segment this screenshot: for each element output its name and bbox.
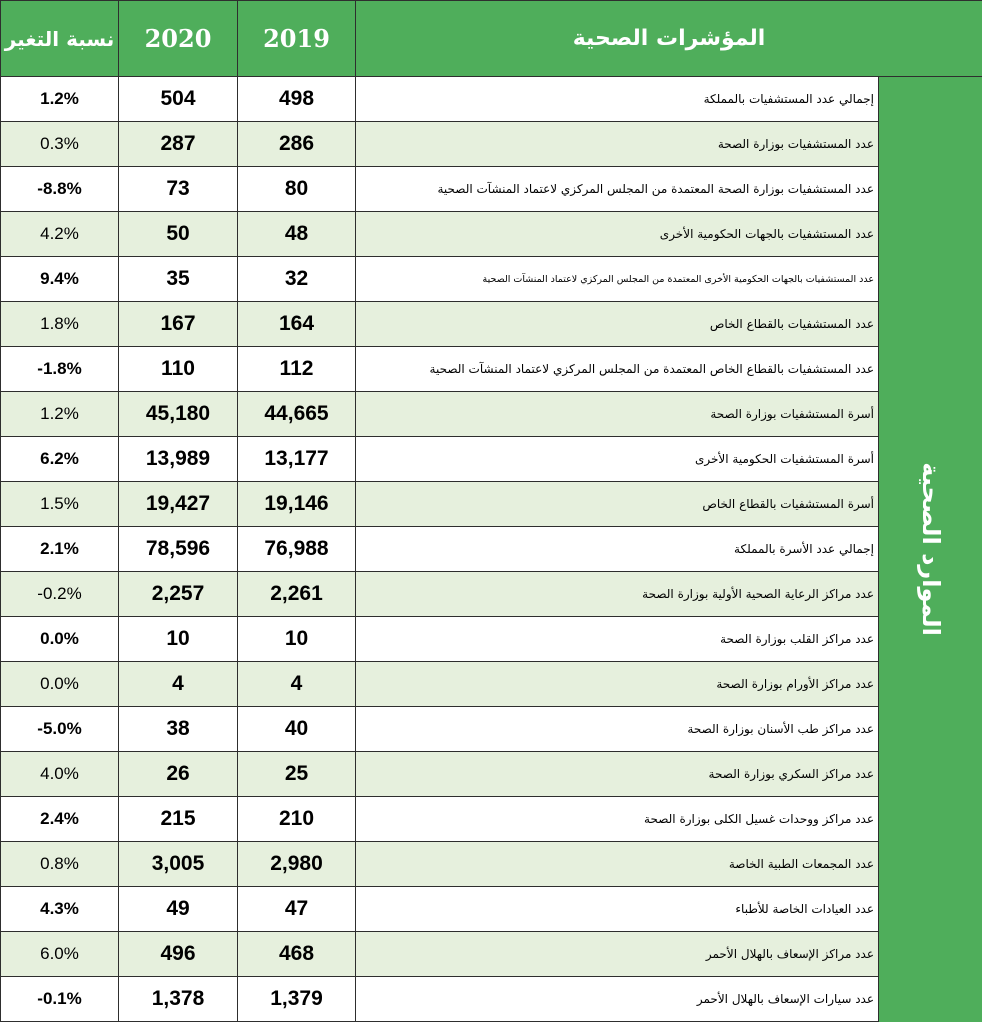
change-cell: 6.2% — [1, 437, 119, 482]
indicator-cell: عدد مراكز الإسعاف بالهلال الأحمر — [356, 932, 879, 977]
indicator-cell: إجمالي عدد الأسرة بالمملكة — [356, 527, 879, 572]
indicator-cell: عدد مراكز ووحدات غسيل الكلى بوزارة الصحة — [356, 797, 879, 842]
year-2020-column-header: 2020 — [119, 1, 238, 77]
change-cell: -8.8% — [1, 167, 119, 212]
table-row — [1, 797, 982, 842]
value-2020-cell: 3,005 — [119, 842, 238, 887]
value-2020-cell: 2,257 — [119, 572, 238, 617]
section-label-cell — [879, 77, 982, 1022]
value-2020-cell: 4 — [119, 662, 238, 707]
value-2020-cell: 215 — [119, 797, 238, 842]
change-cell: 6.0% — [1, 932, 119, 977]
change-cell: 1.5% — [1, 482, 119, 527]
value-2019-cell: 2,261 — [238, 572, 356, 617]
table-row — [1, 527, 982, 572]
value-2020-cell: 1,378 — [119, 977, 238, 1022]
value-2020-cell: 49 — [119, 887, 238, 932]
table-row — [1, 257, 982, 302]
indicator-cell: عدد المجمعات الطبية الخاصة — [356, 842, 879, 887]
table-row — [1, 167, 982, 212]
table-body — [1, 77, 982, 1022]
value-2019-cell: 40 — [238, 707, 356, 752]
indicator-cell: عدد سيارات الإسعاف بالهلال الأحمر — [356, 977, 879, 1022]
table-row — [1, 122, 982, 167]
table-row — [1, 437, 982, 482]
value-2019-cell: 32 — [238, 257, 356, 302]
value-2019-cell: 44,665 — [238, 392, 356, 437]
value-2019-cell: 76,988 — [238, 527, 356, 572]
change-cell: -0.1% — [1, 977, 119, 1022]
value-2020-cell: 110 — [119, 347, 238, 392]
value-2020-cell: 167 — [119, 302, 238, 347]
value-2020-cell: 50 — [119, 212, 238, 257]
change-cell: 0.8% — [1, 842, 119, 887]
value-2019-cell: 48 — [238, 212, 356, 257]
year-2019-column-header: 2019 — [238, 1, 356, 77]
change-cell: 0.0% — [1, 662, 119, 707]
change-cell: 4.0% — [1, 752, 119, 797]
value-2019-cell: 10 — [238, 617, 356, 662]
table-row — [1, 347, 982, 392]
change-cell: 9.4% — [1, 257, 119, 302]
value-2019-cell: 164 — [238, 302, 356, 347]
value-2019-cell: 25 — [238, 752, 356, 797]
value-2020-cell: 35 — [119, 257, 238, 302]
table-row — [1, 482, 982, 527]
table-row — [1, 572, 982, 617]
value-2019-cell: 112 — [238, 347, 356, 392]
value-2020-cell: 38 — [119, 707, 238, 752]
change-cell: 1.2% — [1, 392, 119, 437]
table-row — [1, 887, 982, 932]
change-cell: -5.0% — [1, 707, 119, 752]
table-row — [1, 842, 982, 887]
indicator-cell: أسرة المستشفيات بالقطاع الخاص — [356, 482, 879, 527]
value-2020-cell: 26 — [119, 752, 238, 797]
change-cell: -0.2% — [1, 572, 119, 617]
indicator-cell: عدد المستشفيات بوزارة الصحة المعتمدة من المجلس المركزي لاعتماد المنشآت الصحية — [356, 167, 879, 212]
table-row — [1, 392, 982, 437]
indicator-cell: إجمالي عدد المستشفيات بالمملكة — [356, 77, 879, 122]
change-cell: 4.3% — [1, 887, 119, 932]
indicators-column-header: المؤشرات الصحية — [356, 1, 982, 77]
value-2020-cell: 78,596 — [119, 527, 238, 572]
change-cell: 0.0% — [1, 617, 119, 662]
change-cell: 0.3% — [1, 122, 119, 167]
table-row — [1, 77, 982, 122]
value-2020-cell: 73 — [119, 167, 238, 212]
value-2020-cell: 496 — [119, 932, 238, 977]
table-row — [1, 617, 982, 662]
header-row — [1, 1, 982, 77]
indicator-cell: عدد العيادات الخاصة للأطباء — [356, 887, 879, 932]
indicator-cell: عدد المستشفيات بالقطاع الخاص المعتمدة من المجلس المركزي لاعتماد المنشآت الصحية — [356, 347, 879, 392]
value-2020-cell: 504 — [119, 77, 238, 122]
value-2019-cell: 286 — [238, 122, 356, 167]
change-cell: 4.2% — [1, 212, 119, 257]
table-row — [1, 977, 982, 1022]
indicator-cell: أسرة المستشفيات بوزارة الصحة — [356, 392, 879, 437]
value-2019-cell: 498 — [238, 77, 356, 122]
change-column-header: نسبة التغير — [1, 1, 119, 77]
value-2019-cell: 19,146 — [238, 482, 356, 527]
value-2020-cell: 13,989 — [119, 437, 238, 482]
change-cell: 2.1% — [1, 527, 119, 572]
value-2020-cell: 287 — [119, 122, 238, 167]
table-row — [1, 707, 982, 752]
indicator-cell: عدد المستشفيات بالجهات الحكومية الأخرى — [356, 212, 879, 257]
table-row — [1, 932, 982, 977]
value-2020-cell: 10 — [119, 617, 238, 662]
indicator-cell: عدد مراكز الأورام بوزارة الصحة — [356, 662, 879, 707]
indicator-cell: عدد مراكز طب الأسنان بوزارة الصحة — [356, 707, 879, 752]
value-2020-cell: 19,427 — [119, 482, 238, 527]
indicator-cell: أسرة المستشفيات الحكومية الأخرى — [356, 437, 879, 482]
value-2020-cell: 45,180 — [119, 392, 238, 437]
value-2019-cell: 2,980 — [238, 842, 356, 887]
change-cell: -1.8% — [1, 347, 119, 392]
change-cell: 1.8% — [1, 302, 119, 347]
indicator-cell: عدد مراكز القلب بوزارة الصحة — [356, 617, 879, 662]
indicator-cell: عدد المستشفيات بوزارة الصحة — [356, 122, 879, 167]
value-2019-cell: 4 — [238, 662, 356, 707]
table-row — [1, 752, 982, 797]
table-row — [1, 302, 982, 347]
indicator-cell: عدد المستشفيات بالجهات الحكومية الأخرى المعتمدة من المجلس المركزي لاعتماد المنشآت الصحية — [356, 257, 879, 302]
indicator-cell: عدد مراكز السكري بوزارة الصحة — [356, 752, 879, 797]
indicator-cell: عدد المستشفيات بالقطاع الخاص — [356, 302, 879, 347]
section-label: الموارد الصحية — [916, 462, 945, 637]
value-2019-cell: 13,177 — [238, 437, 356, 482]
indicator-cell: عدد مراكز الرعاية الصحية الأولية بوزارة الصحة — [356, 572, 879, 617]
table-row — [1, 212, 982, 257]
change-cell: 1.2% — [1, 77, 119, 122]
value-2019-cell: 210 — [238, 797, 356, 842]
value-2019-cell: 1,379 — [238, 977, 356, 1022]
value-2019-cell: 468 — [238, 932, 356, 977]
value-2019-cell: 80 — [238, 167, 356, 212]
value-2019-cell: 47 — [238, 887, 356, 932]
table-row — [1, 662, 982, 707]
change-cell: 2.4% — [1, 797, 119, 842]
